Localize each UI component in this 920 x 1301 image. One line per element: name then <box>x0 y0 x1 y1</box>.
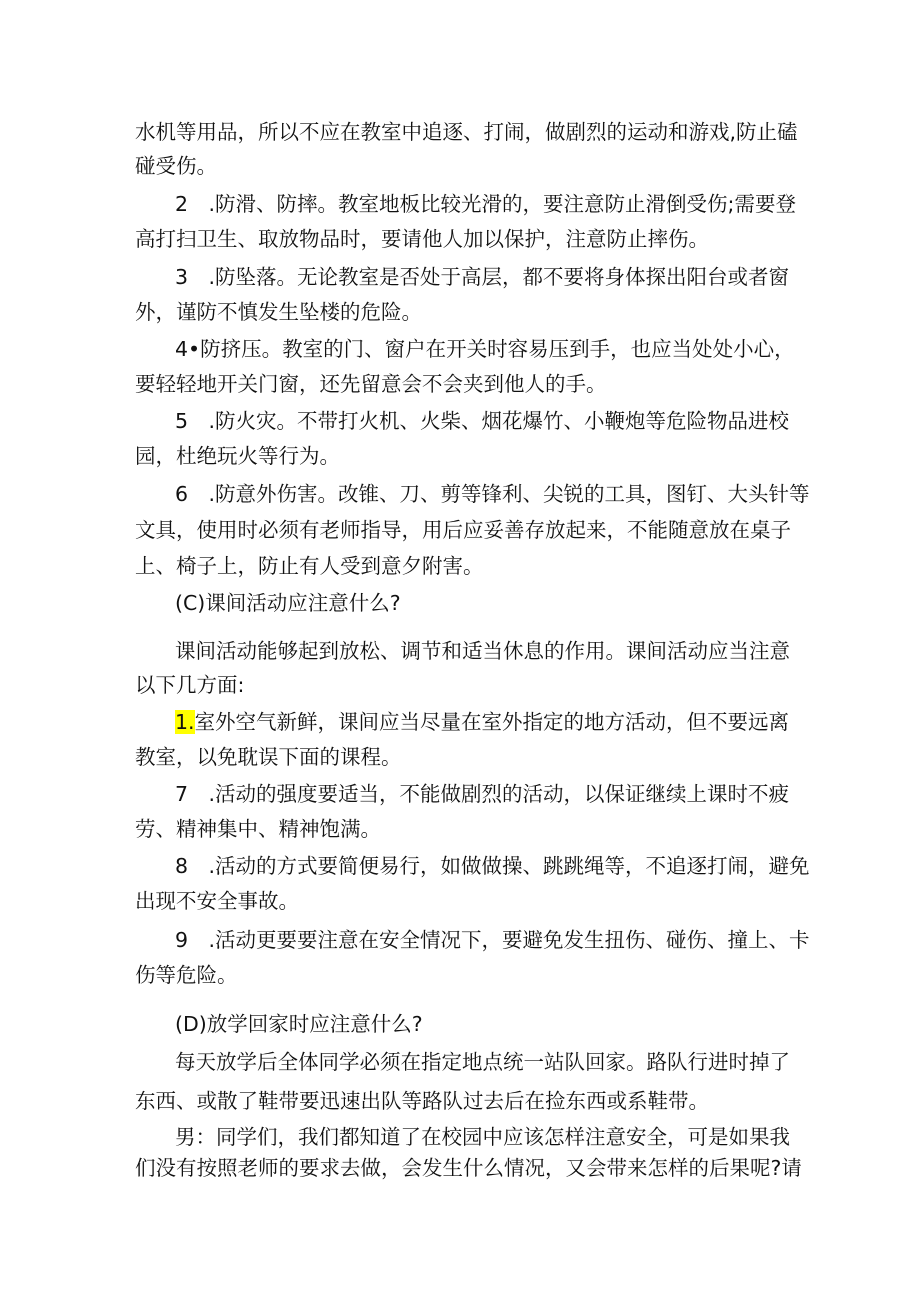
line-text: 5 .防火灾。不带打火机、火柴、烟花爆竹、小鞭炮等危险物品进校 <box>175 409 790 433</box>
line-text: 碰受伤。 <box>135 154 217 178</box>
text-line <box>135 888 299 914</box>
text-line <box>135 816 381 842</box>
text-line <box>135 226 709 252</box>
line-text: 水机等用品，所以不应在教室中追逐、打闹，做剧烈的运动和游戏,防止磕 <box>135 120 798 144</box>
text-line <box>135 153 217 179</box>
text-line <box>135 517 791 543</box>
text-line <box>135 744 402 770</box>
text-line <box>175 336 795 362</box>
text-line <box>135 119 798 145</box>
line-text: 东西、或散了鞋带要迅速出队等路队过去后在捡东西或系鞋带。 <box>135 1089 709 1113</box>
text-line <box>175 1124 790 1150</box>
text-line <box>175 853 810 879</box>
line-text: 课间活动能够起到放松、调节和适当休息的作用。课间活动应当注意 <box>175 639 790 663</box>
text-line <box>175 781 789 807</box>
text-line <box>175 709 789 735</box>
line-text: 8 .活动的方式要简便易行，如做做操、跳跳绳等，不追逐打闹，避免 <box>175 854 810 878</box>
line-text: 外，谨防不慎发生坠楼的危险。 <box>135 300 422 324</box>
text-line <box>135 371 607 397</box>
text-line <box>135 443 340 469</box>
text-line <box>175 264 789 290</box>
line-text: 室外空气新鲜，课间应当尽量在室外指定的地方活动，但不要远离 <box>194 710 790 734</box>
highlighted-number: 1. <box>175 710 195 734</box>
text-line <box>175 1049 790 1075</box>
line-text: 上、椅子上，防止有人受到意夕附害。 <box>135 554 484 578</box>
line-text: 劳、精神集中、精神饱满。 <box>135 817 381 841</box>
text-line <box>175 191 796 217</box>
line-text: 2 .防滑、防摔。教室地板比较光滑的，要注意防止滑倒受伤;需要登 <box>175 192 796 216</box>
line-text: 男：同学们，我们都知道了在校园中应该怎样注意安全，可是如果我 <box>175 1125 790 1149</box>
line-text: 教室，以免耽误下面的课程。 <box>135 745 402 769</box>
line-text: 9 .活动更要要注意在安全情况下，要避免发生扭伤、碰伤、撞上、卡 <box>175 928 810 952</box>
text-line <box>175 481 810 507</box>
line-text: 以下几方面: <box>135 673 245 697</box>
line-text: 文具，使用时必须有老师指导，用后应妥善存放起来，不能随意放在桌子 <box>135 518 791 542</box>
line-text: 6 .防意外伤害。改锥、刀、剪等锋利、尖锐的工具，图钉、大头针等 <box>175 482 810 506</box>
text-line <box>135 672 244 698</box>
text-line <box>175 590 401 616</box>
line-text: (C)课间活动应注意什么? <box>175 591 401 615</box>
line-text: 高打扫卫生、取放物品时，要请他人加以保护，注意防止摔伤。 <box>135 227 709 251</box>
line-text: 要轻轻地开关门窗，还先留意会不会夹到他人的手。 <box>135 372 607 396</box>
text-line <box>135 553 484 579</box>
text-line <box>175 638 790 664</box>
text-line <box>175 408 789 434</box>
line-text: 7 .活动的强度要适当，不能做剧烈的活动，以保证继续上课时不疲 <box>175 782 790 806</box>
text-line <box>175 927 810 953</box>
text-line <box>135 962 238 988</box>
line-text: 们没有按照老师的要求去做，会发生什么情况，又会带来怎样的后果呢?请 <box>135 1156 802 1180</box>
text-line <box>135 1155 802 1181</box>
line-text: 4•防挤压。教室的门、窗户在开关时容易压到手，也应当处处小心， <box>175 337 795 361</box>
line-text: (D)放学回家时应注意什么? <box>175 1012 423 1036</box>
line-text: 出现不安全事故。 <box>135 889 299 913</box>
line-text: 园，杜绝玩火等行为。 <box>135 444 340 468</box>
text-line <box>135 1088 709 1114</box>
line-text: 3 .防坠落。无论教室是否处于高层，都不要将身体探出阳台或者窗 <box>175 265 790 289</box>
line-text: 伤等危险。 <box>135 963 238 987</box>
text-line <box>135 299 422 325</box>
text-line <box>175 1011 423 1037</box>
line-text: 每天放学后全体同学必须在指定地点统一站队回家。路队行进时掉了 <box>175 1050 790 1074</box>
